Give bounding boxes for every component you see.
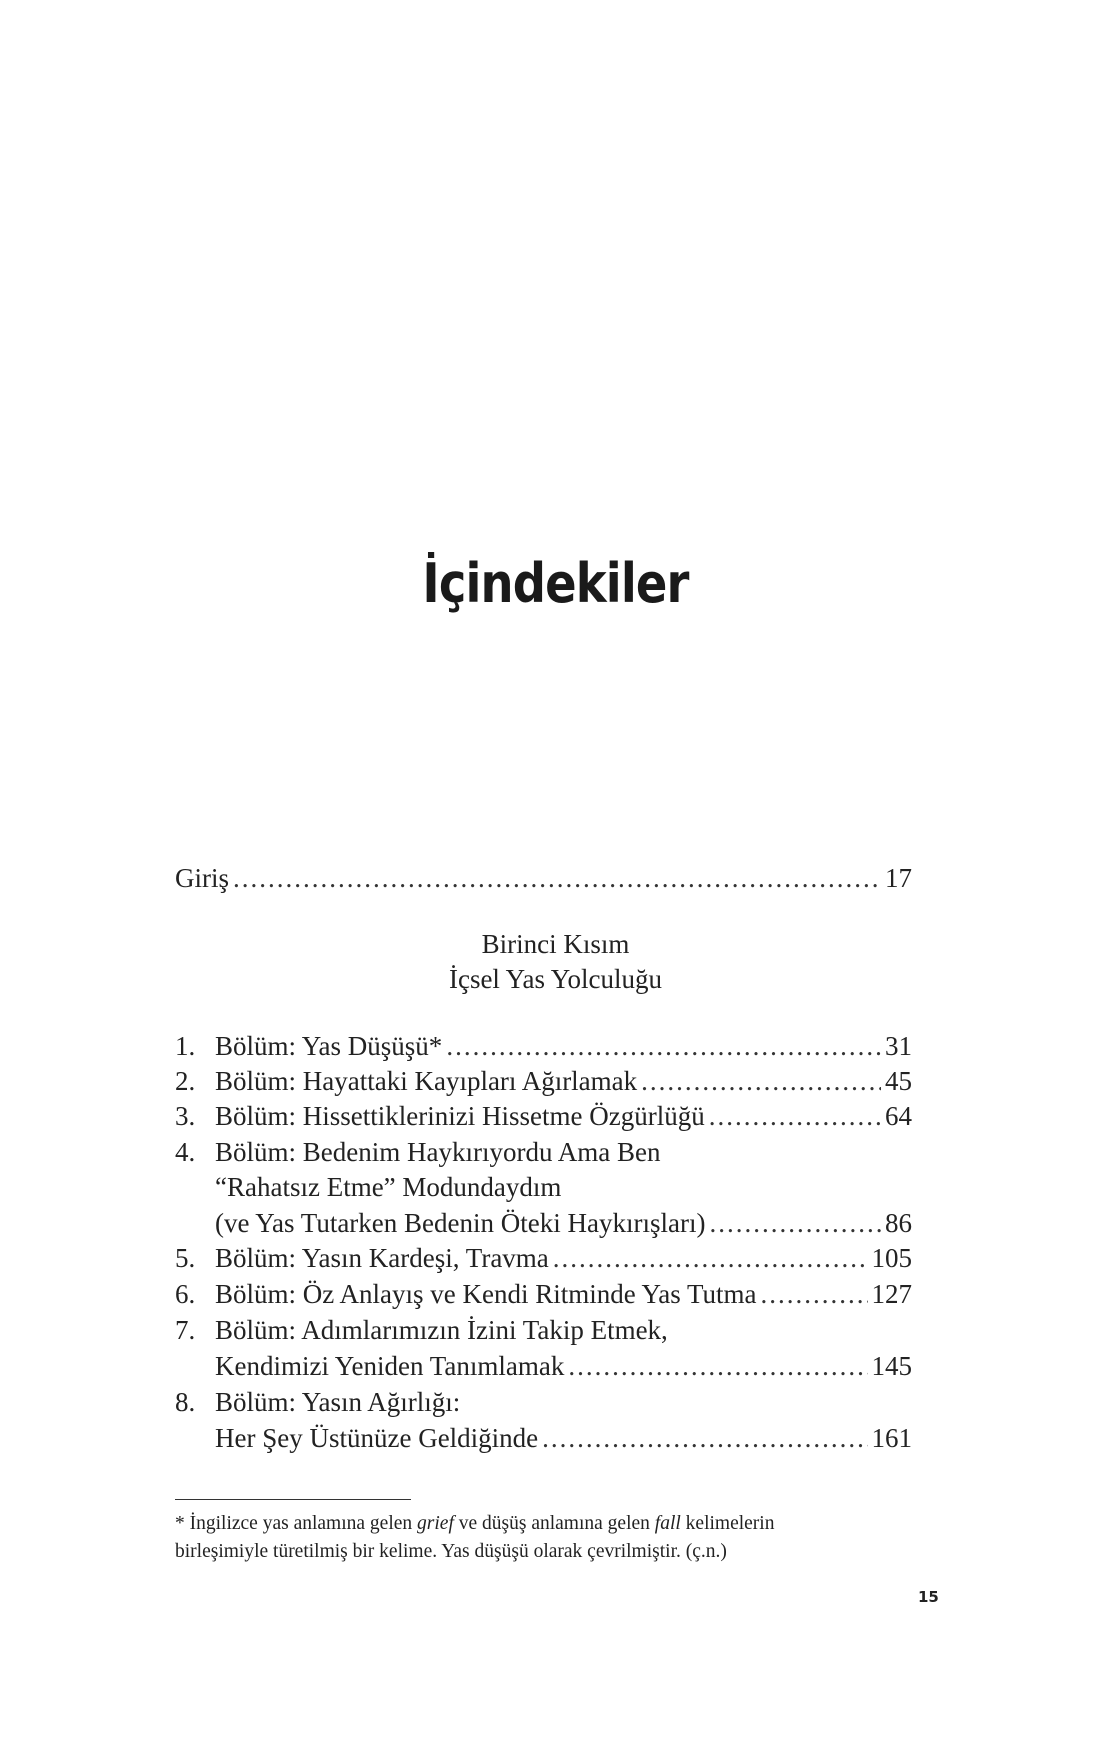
toc-page-number: 64 [885, 1101, 912, 1131]
dot-leader [709, 1208, 881, 1239]
chapter-title: Bölüm: Hayattaki Kayıpları Ağırlamak [215, 1066, 638, 1096]
chapter-number: 6. [175, 1279, 196, 1309]
part-subtitle: İçsel Yas Yolculuğu [448, 964, 663, 994]
footnote-text: ve düşüş anlamına gelen [453, 1513, 655, 1534]
chapter-number: 1. [175, 1031, 196, 1061]
footnote-divider [175, 1499, 411, 1500]
toc-entry-chapter-2 [175, 1066, 912, 1102]
chapter-number: 3. [175, 1101, 196, 1131]
toc-page-number: 17 [885, 863, 912, 893]
dot-leader [542, 1423, 867, 1454]
chapter-title: (ve Yas Tutarken Bedenin Öteki Haykırışları) [215, 1208, 706, 1238]
dot-leader [568, 1351, 867, 1382]
toc-page-number: 127 [871, 1279, 912, 1309]
part-title: Birinci Kısım [481, 929, 630, 959]
dot-leader [761, 1279, 868, 1310]
chapter-title: Bölüm: Öz Anlayış ve Kendi Ritminde Yas Tutma [215, 1279, 757, 1309]
chapter-title: Bölüm: Hissettiklerinizi Hissetme Özgürlüğü [215, 1101, 705, 1131]
toc-entry-chapter-4-line-2 [215, 1172, 912, 1208]
toc-entry-chapter-8 [175, 1387, 912, 1423]
page-number: 15 [918, 1588, 939, 1606]
toc-page-number: 105 [871, 1243, 912, 1273]
toc-entry-chapter-7-line-2 [215, 1351, 912, 1387]
chapter-title: Kendimizi Yeniden Tanımlamak [215, 1351, 565, 1381]
toc-entry-chapter-4-line-3 [215, 1208, 912, 1244]
chapter-title: Her Şey Üstünüze Geldiğinde [215, 1423, 539, 1453]
footnote-text: kelimelerin [680, 1513, 775, 1534]
chapter-number: 5. [175, 1243, 196, 1273]
chapter-number: 4. [175, 1137, 196, 1167]
dot-leader [446, 1031, 881, 1062]
toc-page-number: 86 [885, 1208, 912, 1238]
chapter-title: Bölüm: Adımlarımızın İzini Takip Etmek, [215, 1315, 668, 1345]
footnote-italic-term: fall [654, 1513, 681, 1534]
chapter-number: 7. [175, 1315, 196, 1345]
page-title: İçindekiler [422, 552, 689, 615]
toc-page-number: 161 [871, 1423, 912, 1453]
footnote-text: * İngilizce yas anlamına gelen [175, 1513, 418, 1534]
toc-entry-chapter-1 [175, 1031, 912, 1067]
toc-entry-chapter-6 [175, 1279, 912, 1315]
footnote-line-1 [175, 1513, 935, 1535]
toc-page-number: 45 [885, 1066, 912, 1096]
toc-entry-label: Giriş [175, 863, 229, 893]
toc-entry-intro [175, 863, 912, 899]
toc-entry-chapter-8-line-2 [215, 1423, 912, 1459]
chapter-title: Bölüm: Yasın Ağırlığı: [215, 1387, 461, 1417]
dot-leader [709, 1101, 881, 1132]
chapter-title: Bölüm: Yas Düşüşü* [215, 1031, 443, 1061]
chapter-title: “Rahatsız Etme” Modundaydım [215, 1172, 562, 1202]
chapter-title: Bölüm: Bedenim Haykırıyordu Ama Ben [215, 1137, 661, 1167]
dot-leader [233, 863, 881, 894]
toc-entry-chapter-3 [175, 1101, 912, 1137]
toc-entry-chapter-4 [175, 1137, 912, 1173]
dot-leader [641, 1066, 881, 1097]
toc-entry-chapter-7 [175, 1315, 912, 1351]
chapter-number: 8. [175, 1387, 196, 1417]
footnote-line-2: birleşimiyle türetilmiş bir kelime. Yas düşüşü olarak çevrilmiştir. (ç.n.) [175, 1541, 727, 1562]
dot-leader [553, 1243, 868, 1274]
toc-entry-chapter-5 [175, 1243, 912, 1279]
footnote-italic-term: grief [417, 1513, 454, 1534]
chapter-title: Bölüm: Yasın Kardeşi, Travma [215, 1243, 549, 1273]
toc-page-number: 31 [885, 1031, 912, 1061]
toc-page-number: 145 [871, 1351, 912, 1381]
chapter-number: 2. [175, 1066, 196, 1096]
